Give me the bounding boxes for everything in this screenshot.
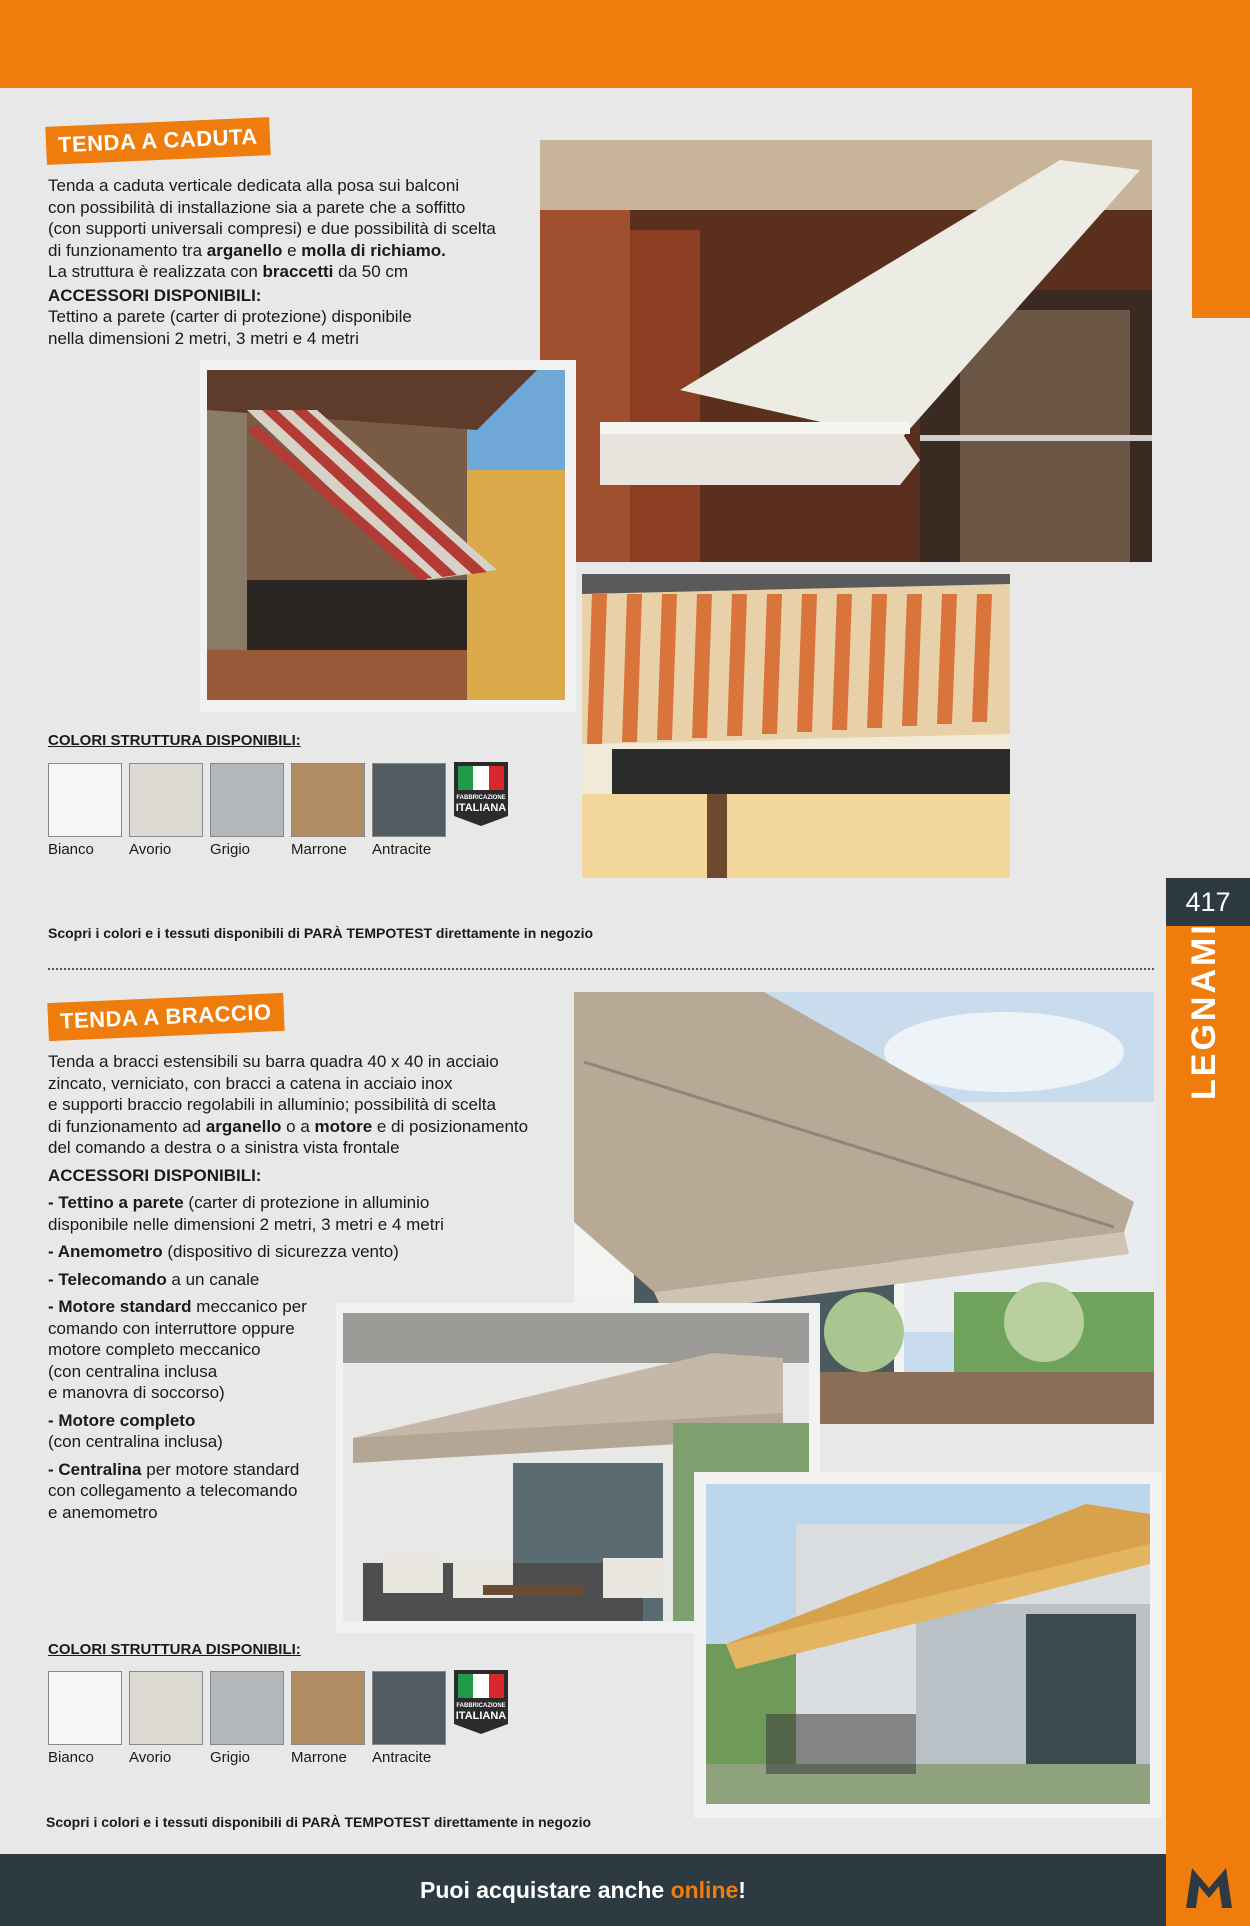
- swatch-label: Grigio: [210, 1749, 251, 1766]
- top-bar: [0, 0, 1250, 88]
- p2-accessory-motore-completo: - Motore completo: [48, 1410, 196, 1430]
- p1-desc-line: Tenda a caduta verticale dedicata alla posa sui balconi: [48, 176, 460, 195]
- flag-line1: FABBRICAZIONE: [456, 795, 506, 801]
- swatch-label: Grigio: [210, 841, 251, 858]
- page-number: 417: [1166, 878, 1250, 926]
- p1-colors-title: COLORI STRUTTURA DISPONIBILI:: [48, 732, 301, 749]
- swatch-bianco: [48, 763, 122, 837]
- swatch-marrone: [291, 1671, 365, 1745]
- swatch-label: Marrone: [291, 841, 347, 858]
- p2-desc-line: zincato, verniciato, con bracci a catena in acciaio inox: [48, 1073, 453, 1093]
- p1-notice: Scopri i colori e i tessuti disponibili di PARÀ TEMPOTEST direttamente in negozio: [48, 925, 594, 941]
- photo-drop-awning-white: [540, 140, 1152, 562]
- footer-text-end: !: [738, 1877, 746, 1903]
- photo-striped-balcony-awning: [207, 370, 565, 700]
- flag-line2: ITALIANA: [455, 802, 507, 814]
- product1-description: [48, 175, 496, 349]
- p1-desc-line: (con supporti universali compresi) e due possibilità di scelta: [48, 219, 496, 238]
- p1-accessories-title: ACCESSORI DISPONIBILI:: [48, 285, 262, 305]
- p2-accessory-tettino: - Tettino a parete (carter di protezione in alluminio: [48, 1193, 430, 1212]
- sidebar-orange-top: [1192, 0, 1250, 318]
- swatch-avorio: [129, 763, 203, 837]
- p2-desc-line: Tenda a bracci estensibili su barra quadra 40 x 40 in acciaio: [48, 1052, 499, 1071]
- p2-accessory-line: disponibile nelle dimensioni 2 metri, 3 metri e 4 metri: [48, 1214, 444, 1234]
- swatch-label: Antracite: [372, 841, 432, 858]
- p2-accessories-title: ACCESSORI DISPONIBILI:: [48, 1165, 262, 1185]
- p2-accessory-anemometro: - Anemometro (dispositivo di sicurezza vento): [48, 1242, 399, 1261]
- swatch-grigio: [210, 763, 284, 837]
- p1-desc-line: con possibilità di installazione sia a parete che a soffitto: [48, 197, 466, 217]
- brand-logo-icon: [1186, 1866, 1232, 1908]
- p1-desc-line: La struttura è realizzata con braccetti da 50 cm: [48, 262, 409, 281]
- footer-banner: [0, 1854, 1166, 1926]
- p2-desc-line: e supporti braccio regolabili in alluminio; possibilità di scelta: [48, 1095, 496, 1114]
- p2-accessory-line: (con centralina inclusa): [48, 1432, 223, 1451]
- product1-title: TENDA A CADUTA: [45, 117, 270, 165]
- italian-flag-badge-icon: [454, 1670, 508, 1734]
- swatch-label: Avorio: [129, 841, 172, 858]
- p2-accessory-line: comando con interruttore oppure: [48, 1318, 295, 1338]
- photo-orange-striped-awnings: [582, 574, 1010, 878]
- product2-title: TENDA A BRACCIO: [47, 993, 284, 1041]
- p2-accessory-line: e anemometro: [48, 1502, 158, 1522]
- p2-accessory-centralina: - Centralina per motore standard: [48, 1459, 300, 1479]
- p2-accessory-motore-standard: - Motore standard meccanico per: [48, 1297, 307, 1316]
- sidebar: [1166, 0, 1250, 1926]
- swatch-label: Bianco: [48, 841, 94, 858]
- p2-accessory-line: motore completo meccanico: [48, 1340, 261, 1359]
- swatch-label: Avorio: [129, 1749, 172, 1766]
- swatch-antracite: [372, 763, 446, 837]
- p2-accessory-line: con collegamento a telecomando: [48, 1481, 298, 1500]
- swatch-label: Marrone: [291, 1749, 347, 1766]
- p2-accessory-telecomando: - Telecomando a un canale: [48, 1269, 260, 1289]
- p2-desc-line: di funzionamento ad arganello o a motore e di posizionamento: [48, 1116, 529, 1136]
- p2-accessory-line: (con centralina inclusa: [48, 1361, 218, 1381]
- swatch-avorio: [129, 1671, 203, 1745]
- swatch-antracite: [372, 1671, 446, 1745]
- footer-text: Puoi acquistare anche: [420, 1877, 671, 1903]
- photo-yellow-arm-awning: [706, 1484, 1150, 1804]
- p1-accessory-line: Tettino a parete (carter di protezione) disponibile: [48, 307, 412, 326]
- flag-line2: ITALIANA: [455, 1710, 507, 1722]
- footer-online-link[interactable]: online: [670, 1877, 739, 1903]
- swatch-marrone: [291, 763, 365, 837]
- section-title: LEGNAMI: [1185, 922, 1223, 1100]
- swatch-label: Bianco: [48, 1749, 94, 1766]
- p2-desc-line: del comando a destra o a sinistra vista frontale: [48, 1138, 400, 1157]
- swatch-bianco: [48, 1671, 122, 1745]
- swatch-label: Antracite: [372, 1749, 432, 1766]
- p1-accessory-line: nella dimensioni 2 metri, 3 metri e 4 metri: [48, 328, 359, 348]
- p2-accessory-line: e manovra di soccorso): [48, 1383, 225, 1402]
- flag-line1: FABBRICAZIONE: [456, 1703, 506, 1709]
- italian-flag-badge-icon: [454, 762, 508, 826]
- p1-desc-line: di funzionamento tra arganello e molla di richiamo.: [48, 240, 446, 260]
- swatch-grigio: [210, 1671, 284, 1745]
- p2-colors-title: COLORI STRUTTURA DISPONIBILI:: [48, 1641, 301, 1658]
- section-divider: [48, 968, 1154, 970]
- p2-notice: Scopri i colori e i tessuti disponibili di PARÀ TEMPOTEST direttamente in negozio: [46, 1814, 592, 1830]
